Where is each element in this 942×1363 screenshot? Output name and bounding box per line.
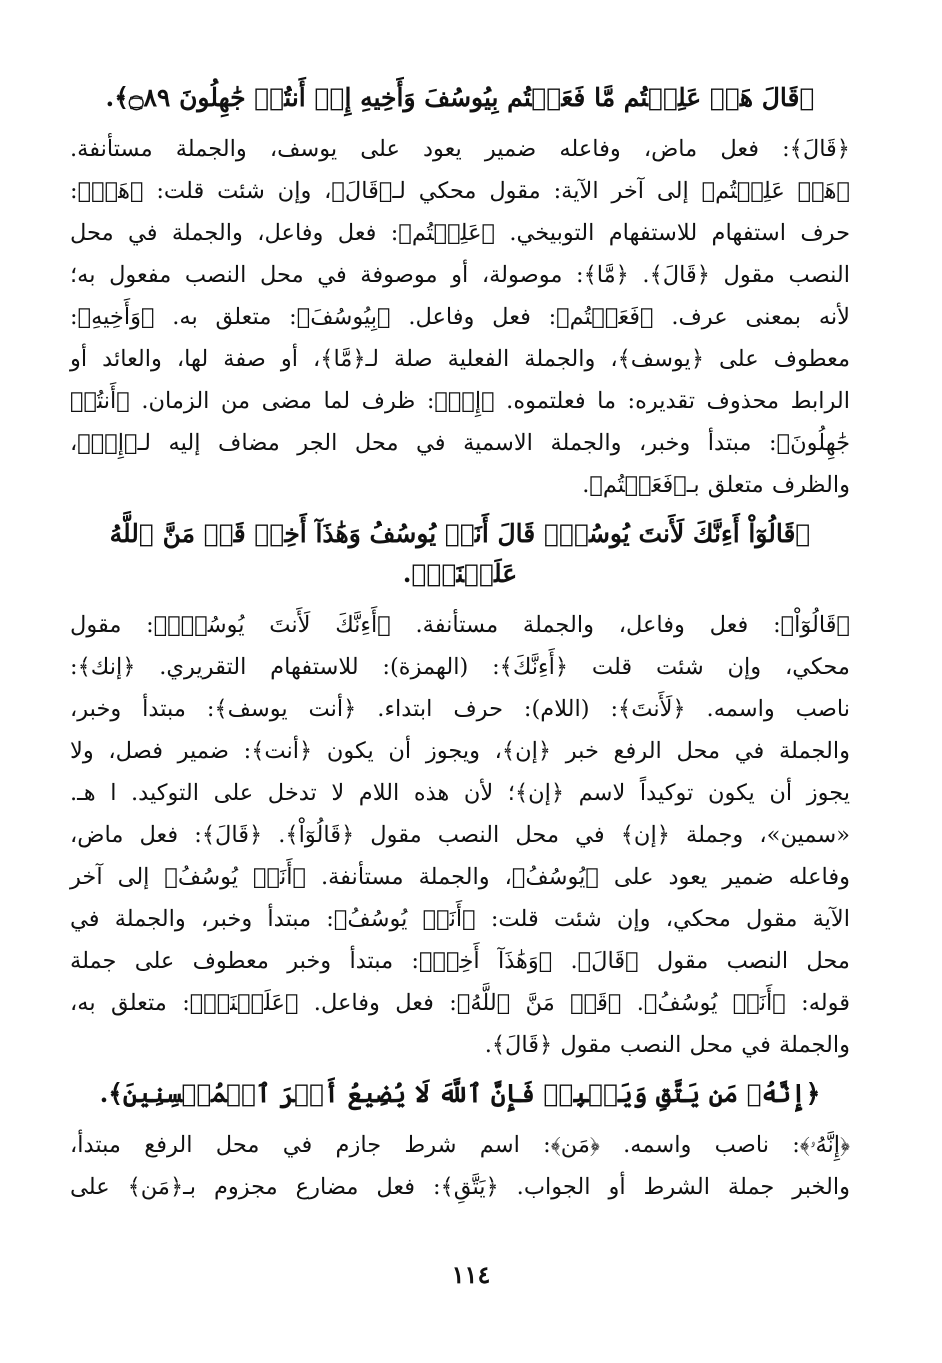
page-body (70, 78, 850, 1216)
text-line: يجوز أن يكون توكيداً لاسم ﴿إن﴾؛ لأن هذه اللام لا تدخل على التوكيد. ا هـ. (70, 780, 850, 806)
commentary-paragraph (70, 128, 850, 506)
text-line: ﴿هَلۡ عَلِمۡتُم﴾ إلى آخر الآية: مقول محكي لـ﴿قَالَ﴾، وإن شئت قلت: ﴿هَلۡ﴾: (70, 178, 850, 204)
text-line: والخبر جملة الشرط أو الجواب. ﴿يَتَّقِ﴾: فعل مضارع مجزوم بـ﴿مَن﴾ على (70, 1174, 850, 1200)
text-line: ناصب واسمه. ﴿لَأَنتَ﴾: (اللام): حرف ابتداء. ﴿أنت يوسف﴾: مبتدأ وخبر، (70, 696, 850, 722)
text-line: والظرف متعلق بـ﴿فَعَلۡتُم﴾. (582, 472, 850, 498)
text-line: النصب مقول ﴿قَالَ﴾. ﴿مَّا﴾: موصولة، أو موصوفة في محل النصب مفعول به؛ (70, 262, 850, 288)
text-line: محل النصب مقول ﴿قَالَ﴾. ﴿وَهَٰذَآ أَخِيۖ﴾: مبتدأ وخبر معطوف على جملة (70, 948, 850, 974)
quran-verse: ﴿إِنَّهُۥ مَن يَتَّقِ وَيَصۡبِرۡ فَإِنَّ ٱللَّهَ لَا يُضِيعُ أَجۡرَ ٱلۡمُحۡسِنِينَ﴾. (99, 1079, 821, 1108)
section-verse-89 (70, 78, 850, 506)
text-line: معطوف على ﴿يوسف﴾، والجملة الفعلية صلة لـ﴿مَّا﴾، أو صفة لها، والعائد أو (70, 346, 850, 372)
page-number: ١١٤ (451, 1260, 491, 1289)
text-line: الآية مقول محكي، وإن شئت قلت: ﴿أَنَا۠ يُوسُفُ﴾: مبتدأ وخبر، والجملة في (70, 906, 850, 932)
commentary-paragraph (70, 1124, 850, 1208)
text-line: «سمين»، وجملة ﴿إن﴾ في محل النصب مقول ﴿قَالُوٓاْ﴾. ﴿قَالَ﴾: فعل ماض، (70, 822, 850, 848)
text-line: محكي، وإن شئت قلت ﴿أَءِنَّكَ﴾: (الهمزة): للاستفهام التقريري. ﴿إنك﴾: (70, 654, 850, 680)
text-line: ﴿قَالَ﴾: فعل ماض، وفاعله ضمير يعود على يوسف، والجملة مستأنفة. (70, 136, 850, 162)
text-line: لأنه بمعنى عرف. ﴿فَعَلۡتُم﴾: فعل وفاعل. ﴿بِيُوسُفَ﴾: متعلق به. ﴿وَأَخِيهِ﴾: (70, 304, 850, 330)
text-line: ﴿قَالُوٓاْ﴾: فعل وفاعل، والجملة مستأنفة. ﴿أَءِنَّكَ لَأَنتَ يُوسُفُۖ﴾: مقول (70, 612, 850, 638)
commentary-paragraph (70, 604, 850, 1066)
text-line: جَٰهِلُونَ﴾: مبتدأ وخبر، والجملة الاسمية في محل الجر مضاف إليه لـ﴿إِذۡ﴾، (70, 430, 850, 456)
quran-verse: ﴿قَالَ هَلۡ عَلِمۡتُم مَّا فَعَلۡتُم بِيُوسُفَ وَأَخِيهِ إِذۡ أَنتُمۡ جَٰهِلُونَ ۝٨٩﴾. (105, 83, 815, 112)
text-line: قوله: ﴿أَنَا۠ يُوسُفُ﴾. ﴿قَدۡ مَنَّ ٱللَّهُ﴾: فعل وفاعل. ﴿عَلَيۡنَآۖ﴾: متعلق به، (70, 990, 850, 1016)
quran-verse: ﴿قَالُوٓاْ أَءِنَّكَ لَأَنتَ يُوسُفُۖ قَالَ أَنَا۠ يُوسُفُ وَهَٰذَآ أَخِيۖ قَدۡ مَنَّ ٱللَّهُ عَلَيۡنَآۖ﴾. (109, 519, 811, 588)
text-line: والجملة في محل النصب مقول ﴿قَالَ﴾. (484, 1032, 850, 1058)
text-line: والجملة في محل الرفع خبر ﴿إن﴾، ويجوز أن يكون ﴿أنت﴾: ضمير فصل، ولا (70, 738, 850, 764)
section-verse-continuation (70, 1074, 850, 1208)
text-line: حرف استفهام للاستفهام التوبيخي. ﴿عَلِمۡتُم﴾: فعل وفاعل، والجملة في محل (70, 220, 850, 246)
text-line: وفاعله ضمير يعود على ﴿يُوسُفُ﴾، والجملة مستأنفة. ﴿أَنَا۠ يُوسُفُ﴾ إلى آخر (70, 864, 850, 890)
text-line: الرابط محذوف تقديره: ما فعلتموه. ﴿إِذۡ﴾: ظرف لما مضى من الزمان. ﴿أَنتُمۡ (70, 388, 850, 414)
section-verse-90 (70, 514, 850, 1066)
text-line: ﴿إِنَّهُۥ﴾: ناصب واسمه. ﴿مَن﴾: اسم شرط جازم في محل الرفع مبتدأ، (70, 1132, 850, 1158)
